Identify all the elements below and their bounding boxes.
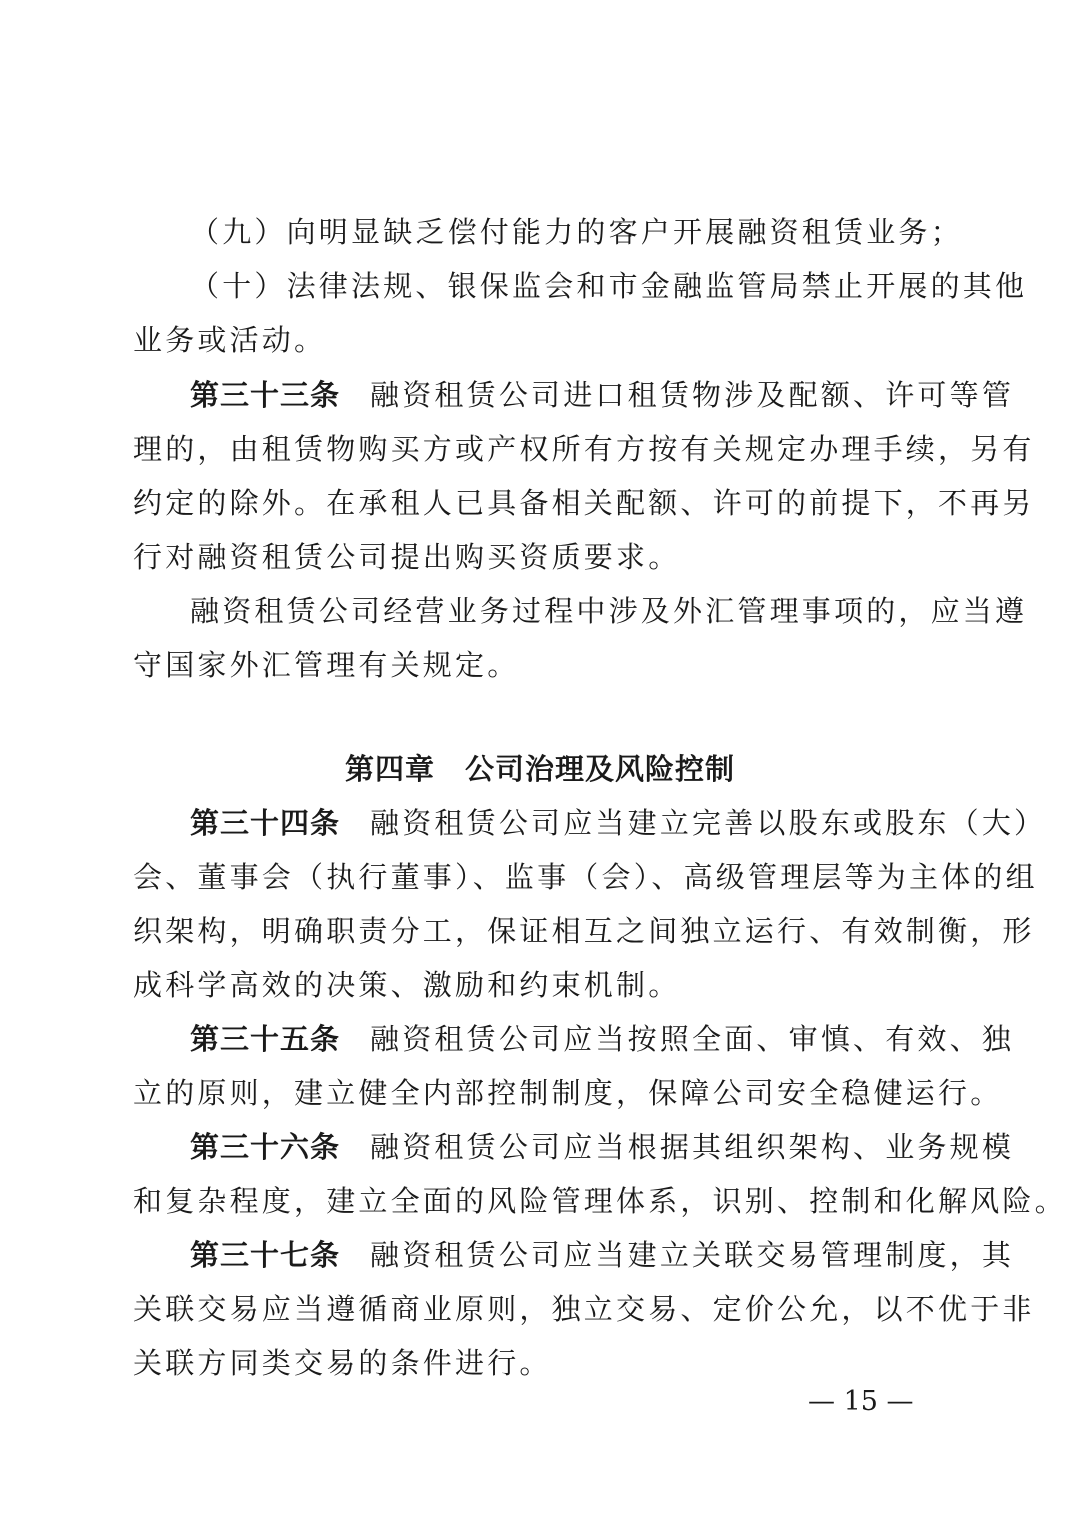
article-36-text-2: 和复杂程度，建立全面的风险管理体系，识别、控制和化解风险。: [133, 1184, 1067, 1218]
item-ten-text-2: 业务或活动。: [133, 323, 327, 357]
item-ten-line-2: [133, 320, 933, 360]
item-ten-line-1: [190, 266, 1028, 306]
article-36-line-1: [190, 1127, 1015, 1167]
item-nine-text: （九）向明显缺乏偿付能力的客户开展融资租赁业务；: [190, 215, 963, 249]
article-34-line-3: [133, 911, 1035, 951]
article-36-heading: 第三十六条: [190, 1130, 341, 1164]
article-34-line-2: [133, 857, 1038, 897]
article-34-line-4: [133, 965, 933, 1005]
article-37-heading: 第三十七条: [190, 1238, 341, 1272]
article-34-text-4: 成科学高效的决策、激励和约束机制。: [133, 968, 681, 1002]
article-36-line-2: [133, 1181, 1067, 1221]
article-37-line-1: [190, 1235, 1015, 1275]
article-33-line-2: [133, 429, 1035, 469]
forex-text-1: 融资租赁公司经营业务过程中涉及外汇管理事项的，应当遵: [190, 594, 1028, 628]
article-34-text-1: 融资租赁公司应当建立完善以股东或股东（大）: [370, 806, 1047, 840]
article-35-text-2: 立的原则，建立健全内部控制制度，保障公司安全稳健运行。: [133, 1076, 1003, 1110]
article-33-line-1: [190, 375, 1015, 415]
article-37-text-2: 关联交易应当遵循商业原则，独立交易、定价公允，以不优于非: [133, 1292, 1035, 1326]
chapter-number: 第四章: [344, 752, 435, 786]
article-37-text-1: 融资租赁公司应当建立关联交易管理制度，其: [370, 1238, 1015, 1272]
article-35-line-2: [133, 1073, 1003, 1113]
article-33-line-4: [133, 537, 933, 577]
article-37-text-3: 关联方同类交易的条件进行。: [133, 1346, 552, 1380]
item-nine: [190, 212, 963, 252]
forex-para-line-1: [190, 591, 1028, 631]
chapter-heading: [0, 749, 1080, 789]
forex-para-line-2: [133, 645, 933, 685]
article-34-line-1: [190, 803, 1047, 843]
article-34-text-3: 织架构，明确职责分工，保证相互之间独立运行、有效制衡，形: [133, 914, 1035, 948]
forex-text-2: 守国家外汇管理有关规定。: [133, 648, 520, 682]
article-33-text-4: 行对融资租赁公司提出购买资质要求。: [133, 540, 681, 574]
article-33-text-2: 理的，由租赁物购买方或产权所有方按有关规定办理手续，另有: [133, 432, 1035, 466]
article-35-text-1: 融资租赁公司应当按照全面、审慎、有效、独: [370, 1022, 1015, 1056]
article-34-heading: 第三十四条: [190, 806, 341, 840]
item-ten-text-1: （十）法律法规、银保监会和市金融监管局禁止开展的其他: [190, 269, 1028, 303]
article-33-text-1: 融资租赁公司进口租赁物涉及配额、许可等管: [370, 378, 1015, 412]
article-33-heading: 第三十三条: [190, 378, 341, 412]
article-33-line-3: [133, 483, 1035, 523]
article-37-line-3: [133, 1343, 933, 1383]
article-36-text-1: 融资租赁公司应当根据其组织架构、业务规模: [370, 1130, 1015, 1164]
article-35-line-1: [190, 1019, 1015, 1059]
article-37-line-2: [133, 1289, 1035, 1329]
page-number: — 15 —: [808, 1386, 914, 1417]
article-34-text-2: 会、董事会（执行董事）、监事（会）、高级管理层等为主体的组: [133, 860, 1038, 894]
chapter-title: 公司治理及风险控制: [465, 752, 736, 786]
article-33-text-3: 约定的除外。在承租人已具备相关配额、许可的前提下，不再另: [133, 486, 1035, 520]
article-35-heading: 第三十五条: [190, 1022, 341, 1056]
